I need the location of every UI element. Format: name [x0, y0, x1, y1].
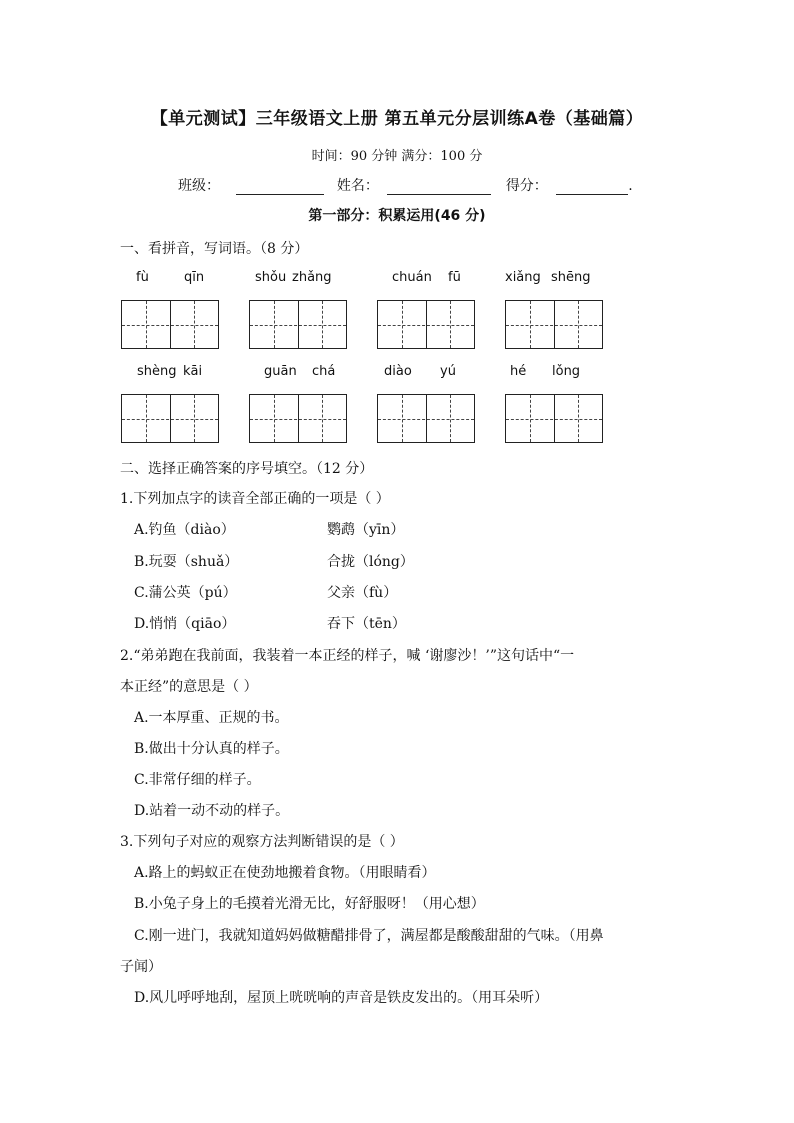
q2-s2-stem-line1: 2.“弟弟跑在我前面，我装着一本正经的样子，喊 ‘谢廖沙！’”这句话中“一 [120, 648, 575, 664]
pinyin-7a: diào [384, 364, 412, 379]
pinyin-7b: yú [440, 364, 456, 379]
q2-s1-option-b-right: 合拢（lóng） [327, 554, 414, 570]
writing-box[interactable] [505, 300, 603, 349]
pinyin-1b: qīn [184, 270, 205, 285]
box-guide [146, 395, 147, 442]
writing-box[interactable] [377, 300, 475, 349]
box-guide [146, 301, 147, 348]
student-info-row [178, 175, 633, 195]
q2-s1-option-a-right: 鹦鹉（yīn） [327, 522, 405, 538]
pinyin-8a: hé [510, 364, 527, 379]
box-guide [450, 301, 451, 348]
writing-box[interactable] [121, 394, 219, 443]
box-guide [194, 301, 195, 348]
writing-box[interactable] [249, 394, 347, 443]
pinyin-4b: shēng [551, 270, 591, 285]
writing-box[interactable] [505, 394, 603, 443]
part1-title: 第一部分：积累运用(46 分) [308, 208, 486, 224]
q2-s1-stem: 1.下列加点字的读音全部正确的一项是（ ） [120, 491, 390, 507]
box-guide [122, 325, 218, 326]
q2-s1-option-c: C.蒲公英（pú） [134, 585, 237, 601]
box-guide [450, 395, 451, 442]
q2-s3-option-d: D.风儿呼呼地刮，屋顶上咣咣响的声音是铁皮发出的。（用耳朵听） [134, 990, 549, 1006]
box-guide [378, 325, 474, 326]
q2-s3-option-c: C.刚一进门，我就知道妈妈做糖醋排骨了，满屋都是酸酸甜甜的气味。（用鼻 [134, 928, 604, 944]
box-guide [250, 325, 346, 326]
pinyin-2b: zhǎng [292, 270, 332, 285]
q2-s3-stem: 3.下列句子对应的观察方法判断错误的是（ ） [120, 834, 404, 850]
box-guide [378, 419, 474, 420]
pinyin-6b: chá [312, 364, 336, 379]
q2-s1-option-c-right: 父亲（fù） [327, 585, 398, 601]
name-blank[interactable] [387, 180, 491, 195]
q1-heading: 一、看拼音，写词语。（8 分） [120, 241, 309, 257]
q2-heading: 二、选择正确答案的序号填空。（12 分） [120, 461, 374, 477]
class-label: 班级： [178, 178, 220, 194]
box-guide [402, 395, 403, 442]
q2-s3-option-a: A.路上的蚂蚁正在使劲地搬着食物。（用眼睛看） [134, 865, 436, 881]
score-label: 得分： [505, 178, 548, 194]
box-guide [274, 301, 275, 348]
box-guide [506, 419, 602, 420]
q2-s3-option-b: B.小兔子身上的毛摸着光滑无比，好舒服呀！（用心想） [134, 896, 485, 912]
q2-s2-option-a: A.一本厚重、正规的书。 [134, 710, 289, 726]
trailing-dot: . [628, 178, 633, 194]
score-blank[interactable] [556, 180, 628, 195]
q2-s2-option-d: D.站着一动不动的样子。 [134, 803, 290, 819]
box-guide [530, 301, 531, 348]
q2-s2-option-c: C.非常仔细的样子。 [134, 772, 261, 788]
q2-s3-option-c-cont: 子闻） [120, 959, 162, 975]
exam-meta: 时间：90 分钟 满分：100 分 [311, 149, 483, 164]
writing-box[interactable] [121, 300, 219, 349]
pinyin-2a: shǒu [255, 270, 287, 285]
q2-s1-option-a: A.钓鱼（diào） [134, 522, 235, 538]
q2-s1-option-d-right: 吞下（tēn） [327, 616, 406, 632]
pinyin-6a: guān [264, 364, 297, 379]
box-guide [250, 419, 346, 420]
page-title: 【单元测试】三年级语文上册 第五单元分层训练A卷（基础篇） [150, 109, 644, 129]
pinyin-8b: lǒng [552, 364, 581, 379]
q2-s1-option-d: D.悄悄（qiāo） [134, 616, 236, 632]
box-guide [578, 395, 579, 442]
box-guide [506, 325, 602, 326]
box-guide [402, 301, 403, 348]
writing-box[interactable] [249, 300, 347, 349]
pinyin-4a: xiǎng [505, 270, 541, 285]
pinyin-5a: shèng [137, 364, 177, 379]
class-blank[interactable] [236, 180, 324, 195]
box-guide [122, 419, 218, 420]
name-label: 姓名： [336, 178, 379, 194]
pinyin-3b: fū [448, 270, 461, 285]
q2-s2-stem-line2: 本正经”的意思是（ ） [120, 679, 258, 695]
q2-s1-option-b: B.玩耍（shuǎ） [134, 554, 239, 570]
writing-box[interactable] [377, 394, 475, 443]
box-guide [194, 395, 195, 442]
q2-s2-option-b: B.做出十分认真的样子。 [134, 741, 289, 757]
pinyin-1a: fù [136, 270, 149, 285]
box-guide [530, 395, 531, 442]
pinyin-3a: chuán [392, 270, 432, 285]
box-guide [322, 395, 323, 442]
pinyin-5b: kāi [183, 364, 203, 379]
box-guide [578, 301, 579, 348]
box-guide [274, 395, 275, 442]
box-guide [322, 301, 323, 348]
